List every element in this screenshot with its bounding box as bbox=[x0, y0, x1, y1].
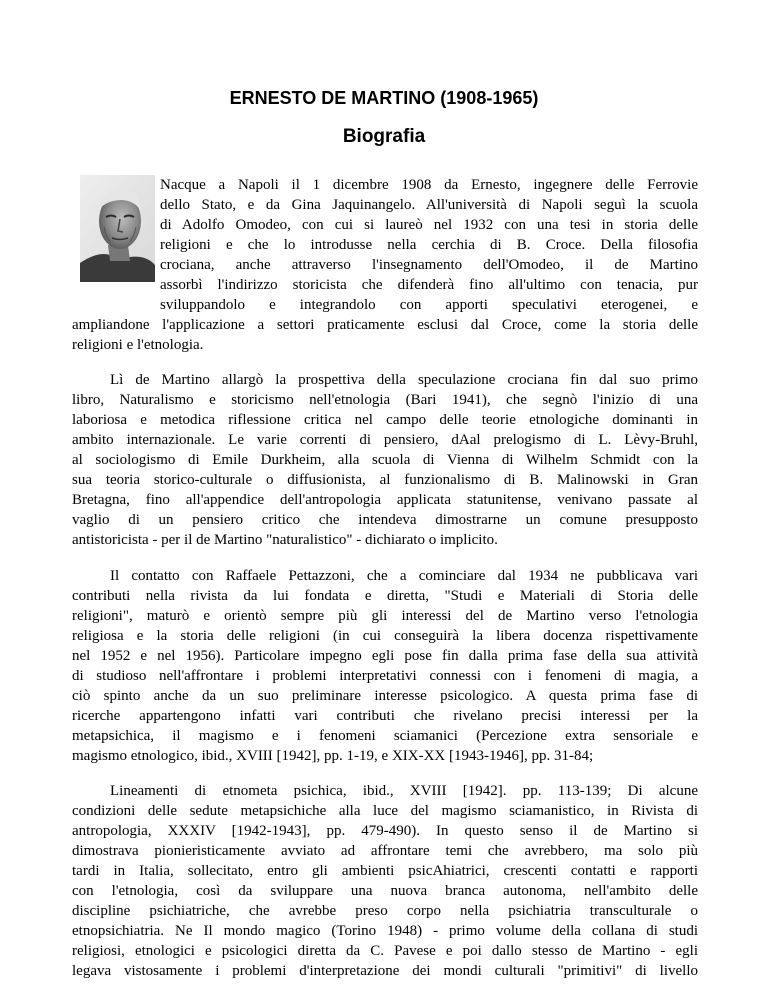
text-line: Lì de Martino allargò la prospettiva della speculazione crociana fin dal suo primo bbox=[110, 372, 698, 388]
text-line: etnopsichiatria. Ne Il mondo magico (Torino 1948) - primo volume della collana di studi bbox=[72, 923, 698, 939]
text-line: religioni e che lo introdusse nella cerchia di B. Croce. Della filosofia bbox=[160, 237, 698, 253]
text-line: crociana, anche attraverso l'insegnamento dell'Omodeo, il de Martino bbox=[160, 257, 698, 273]
portrait-photo-icon bbox=[80, 175, 155, 282]
page-subtitle: Biografia bbox=[342, 126, 426, 147]
text-line: antistoricista - per il de Martino "naturalistico" - dichiarato o implicito. bbox=[72, 532, 498, 548]
text-line: assorbì l'indirizzo storicista che difenderà fino all'ultimo con tenacia, pur bbox=[160, 277, 698, 293]
page-title: ERNESTO DE MARTINO (1908-1965) bbox=[229, 88, 539, 108]
text-line: Lineamenti di etnometa psichica, ibid., XVIII [1942]. pp. 113-139; Di alcune bbox=[110, 783, 698, 799]
text-line: di Adolfo Omodeo, con cui si laureò nel 1932 con una tesi in storia delle bbox=[160, 217, 698, 233]
text-line: sviluppandolo e integrandolo con apporti speculativi eterogenei, e bbox=[160, 297, 698, 313]
text-line: ciò spinto anche da un suo preliminare interesse psicologico. A questa prima fase di bbox=[72, 688, 698, 704]
text-line: tardi in Italia, sollecitato, entro gli ambienti psicAhiatrici, crescenti contatti e rapporti bbox=[72, 863, 698, 879]
text-line: nel 1952 e nel 1956). Particolare impegno egli pose fin dalla prima fase della sua attività bbox=[72, 648, 698, 664]
text-line: laboriosa e metodica riflessione critica nel campo delle teorie etnologiche dominanti in bbox=[72, 412, 698, 428]
text-line: ricerche appartengono infatti vari contributi che rivelano precisi interessi per la bbox=[72, 708, 698, 724]
text-line: antropologia, XXXIV [1942-1943], pp. 479-490). In questo senso il de Martino si bbox=[72, 823, 698, 839]
text-line: contributi nella rivista da lui fondata e diretta, "Studi e Materiali di Storia delle bbox=[72, 588, 698, 604]
text-line: sua teoria storico-culturale o diffusionista, al funzionalismo di B. Malinowski in Gran bbox=[72, 472, 698, 488]
text-line: vaglio di un pensiero critico che intendeva dimostrarne un comune presupposto bbox=[72, 512, 698, 528]
text-line: religioni e l'etnologia. bbox=[72, 337, 204, 353]
text-line: Bretagna, fino all'appendice dell'antropologia applicata statunitense, venivano passate al bbox=[72, 492, 698, 508]
text-line: discipline psichiatriche, che avrebbe preso corpo nella psichiatria transculturale o bbox=[72, 903, 698, 919]
text-line: religioni", maturò e orientò sempre più gli interessi del de Martino verso l'etnologia bbox=[72, 608, 698, 624]
text-line: Nacque a Napoli il 1 dicembre 1908 da Ernesto, ingegnere delle Ferrovie bbox=[160, 177, 698, 193]
text-line: con l'etnologia, così da sviluppare una nuova branca autonoma, nell'ambito delle bbox=[72, 883, 698, 899]
text-line: legava vistosamente i problemi d'interpretazione dei mondi culturali "primitivi" di livello bbox=[72, 963, 698, 979]
text-line: dello Stato, e da Gina Jaquinangelo. All'università di Napoli seguì la scuola bbox=[160, 197, 698, 213]
text-line: libro, Naturalismo e storicismo nell'etnologia (Bari 1941), che segnò l'inizio di una bbox=[72, 392, 698, 408]
text-line: ampliandone l'applicazione a settori praticamente esclusi dal Croce, come la storia delle bbox=[72, 317, 698, 333]
text-line: condizioni delle sedute metapsichiche alla luce del magismo sciamanistico, in Rivista di bbox=[72, 803, 698, 819]
text-line: magismo etnologico, ibid., XVIII [1942], pp. 1-19, e XIX-XX [1943-1946], pp. 31-84; bbox=[72, 748, 594, 764]
text-line: Il contatto con Raffaele Pettazzoni, che a cominciare dal 1934 ne pubblicava vari bbox=[110, 568, 698, 584]
text-line: al sociologismo di Emile Durkheim, alla scuola di Vienna di Wilhelm Schmidt con la bbox=[72, 452, 698, 468]
text-line: di studioso nell'affrontare i problemi interpretativi connessi con i fenomeni di magia, a bbox=[72, 668, 698, 684]
text-line: religiosa e la storia delle religioni (in cui conseguirà la libera docenza rispettivamente bbox=[72, 628, 698, 644]
text-line: religiosi, etnologici e psicologici diretta da C. Pavese e poi dallo stesso de Martino - egli bbox=[72, 943, 698, 959]
text-line: dimostrava pionieristicamente avviato ad affrontare temi che avrebbero, ma solo più bbox=[72, 843, 698, 859]
text-line: metapsichica, il magismo e i fenomeni sciamanici (Percezione extra sensoriale e bbox=[72, 728, 698, 744]
text-line: ambito internazionale. Le varie correnti di pensiero, dAal prelogismo di L. Lèvy-Bruhl, bbox=[72, 432, 698, 448]
